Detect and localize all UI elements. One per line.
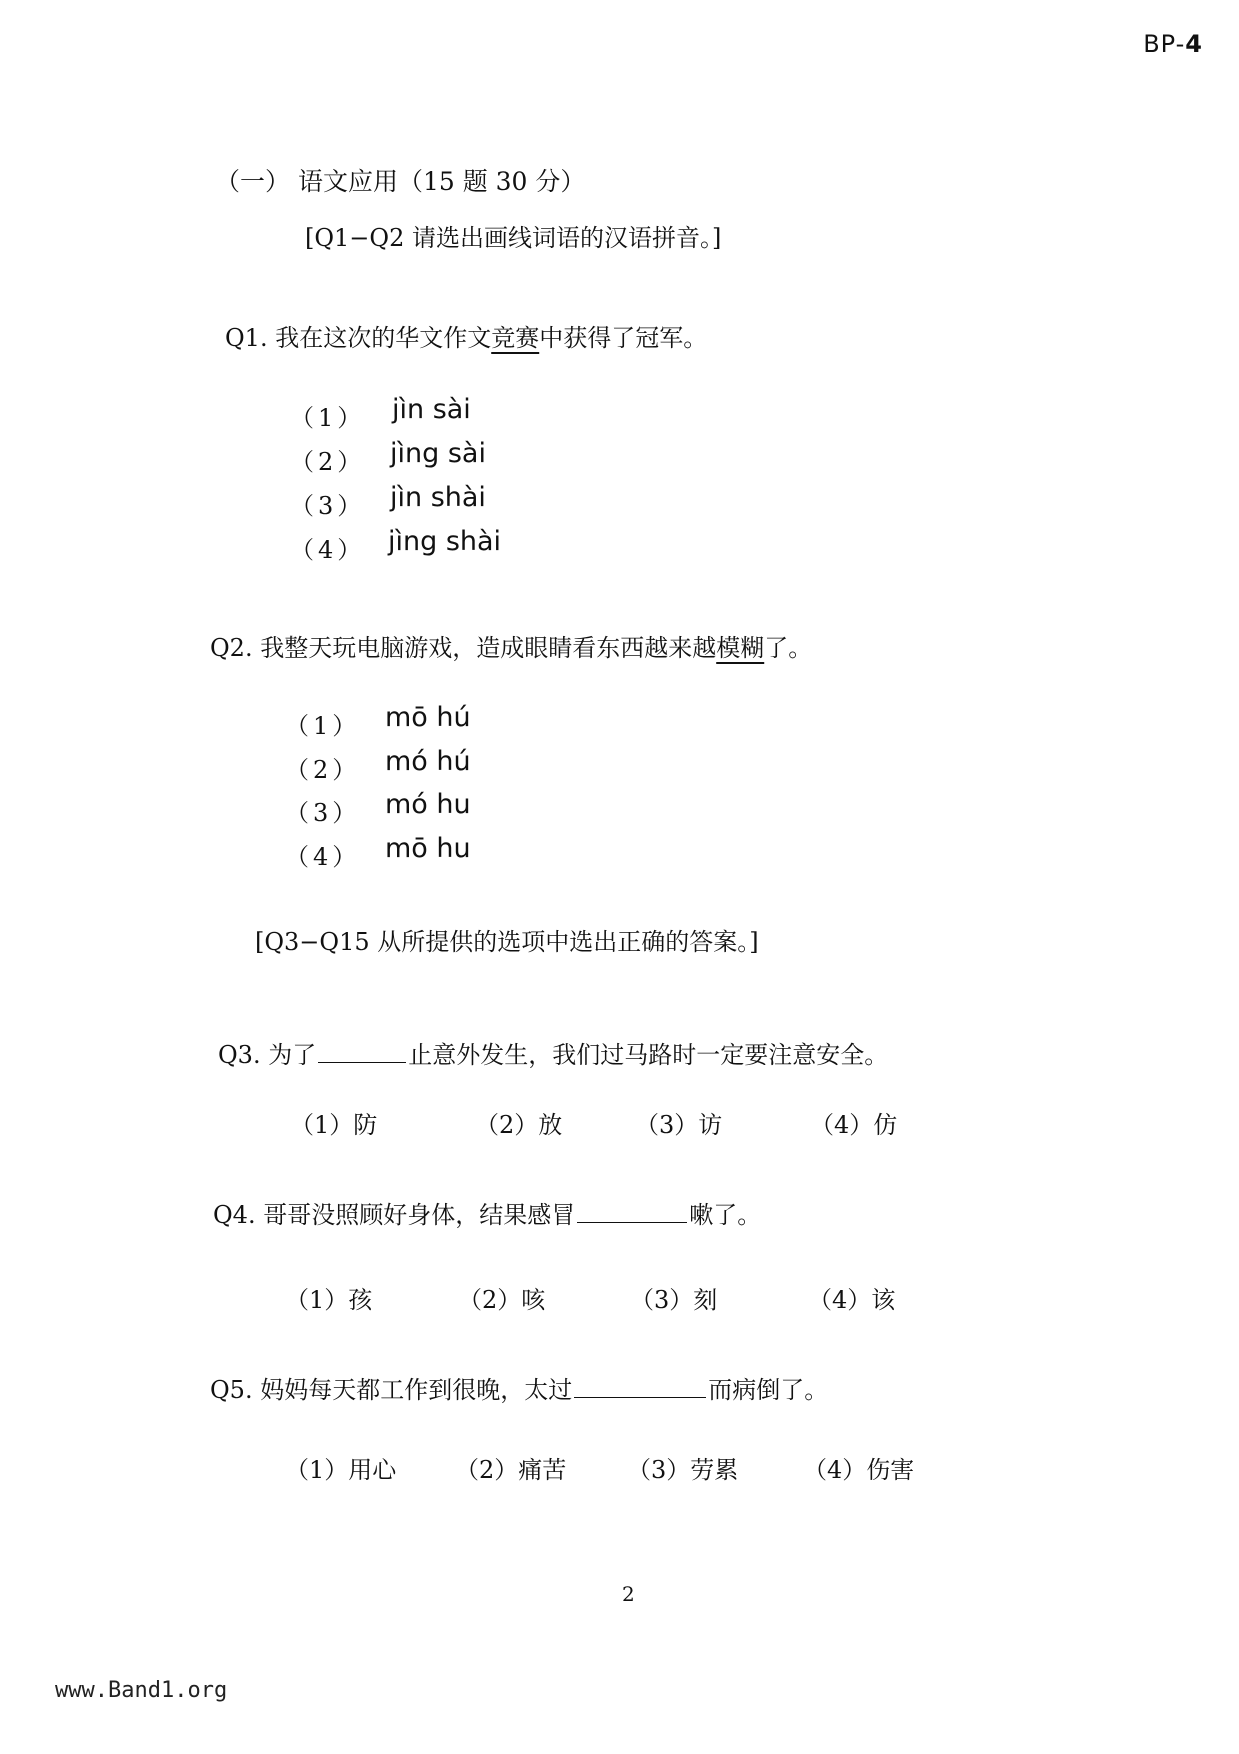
document-code-prefix: BP- — [1143, 30, 1186, 58]
question-text-after: 而病倒了。 — [708, 1376, 829, 1404]
question-text-before: 妈妈每天都工作到很晚，太过 — [260, 1376, 573, 1404]
question-text-before: 为了 — [268, 1041, 317, 1069]
option-pinyin: jìn sài — [392, 394, 471, 425]
answer-blank — [577, 1202, 687, 1223]
option-number: （4） — [285, 843, 361, 871]
instruction-q3-q15: [Q3−Q15 从所提供的选项中选出正确的答案。] — [255, 928, 759, 956]
option-pinyin: jìn shài — [390, 482, 486, 513]
question-text-before: 我整天玩电脑游戏，造成眼睛看东西越来越 — [260, 634, 717, 662]
option-q4-4: （4）该 — [808, 1286, 896, 1314]
option-pinyin: mō hú — [385, 702, 471, 733]
option-pinyin: mó hú — [385, 746, 471, 777]
question-q1 — [225, 318, 707, 353]
question-q4 — [213, 1195, 761, 1230]
option-q5-1: （1）用心 — [285, 1456, 397, 1484]
option-q2-2 — [285, 746, 471, 785]
option-q4-3: （3）刻 — [630, 1286, 718, 1314]
option-q5-3: （3）劳累 — [627, 1456, 739, 1484]
question-text-after: 嗽了。 — [689, 1201, 762, 1229]
option-q5-4: （4）伤害 — [803, 1456, 915, 1484]
option-q1-3 — [290, 482, 486, 521]
option-q1-2 — [290, 438, 486, 477]
option-pinyin: mō hu — [385, 833, 471, 864]
option-number: （1） — [290, 404, 366, 432]
option-q1-4 — [290, 526, 502, 565]
underlined-word: 模糊 — [716, 634, 765, 662]
question-text-before: 我在这次的华文作文 — [275, 324, 492, 352]
question-number: Q2. — [210, 634, 253, 662]
option-pinyin: mó hu — [385, 789, 471, 820]
underlined-word: 竞赛 — [491, 324, 540, 352]
section-title: （一） 语文应用（15 题 30 分） — [215, 167, 586, 196]
option-pinyin: jìng shài — [388, 526, 502, 557]
website-watermark: www.Band1.org — [55, 1678, 228, 1703]
option-q3-4: （4）仿 — [810, 1111, 898, 1139]
question-number: Q4. — [213, 1201, 256, 1229]
option-q2-1 — [285, 702, 471, 741]
document-code — [1143, 30, 1203, 58]
instruction-q1-q2: [Q1−Q2 请选出画线词语的汉语拼音。] — [305, 224, 722, 252]
question-q2 — [210, 628, 812, 663]
option-q3-3: （3）访 — [635, 1111, 723, 1139]
answer-blank — [574, 1377, 706, 1398]
answer-blank — [318, 1042, 406, 1063]
question-number: Q5. — [210, 1376, 253, 1404]
option-q4-1: （1）孩 — [285, 1286, 373, 1314]
option-q2-4 — [285, 833, 471, 872]
question-text-after: 了。 — [764, 634, 813, 662]
option-q3-2: （2）放 — [475, 1111, 563, 1139]
option-number: （1） — [285, 712, 361, 740]
option-q4-2: （2）咳 — [458, 1286, 546, 1314]
question-text-after: 止意外发生，我们过马路时一定要注意安全。 — [408, 1041, 889, 1069]
option-q5-2: （2）痛苦 — [455, 1456, 567, 1484]
question-text-after: 中获得了冠军。 — [539, 324, 708, 352]
option-q2-3 — [285, 789, 471, 828]
document-code-number: 4 — [1185, 30, 1203, 58]
option-q3-1: （1）防 — [290, 1111, 378, 1139]
option-number: （3） — [290, 492, 366, 520]
question-number: Q3. — [218, 1041, 261, 1069]
option-number: （3） — [285, 799, 361, 827]
question-q5 — [210, 1370, 828, 1405]
page-number: 2 — [622, 1582, 635, 1606]
option-pinyin: jìng sài — [390, 438, 486, 469]
option-number: （4） — [290, 536, 366, 564]
question-q3 — [218, 1035, 888, 1070]
question-text-before: 哥哥没照顾好身体，结果感冒 — [263, 1201, 576, 1229]
option-q1-1 — [290, 394, 471, 433]
option-number: （2） — [285, 756, 361, 784]
option-number: （2） — [290, 448, 366, 476]
question-number: Q1. — [225, 324, 268, 352]
